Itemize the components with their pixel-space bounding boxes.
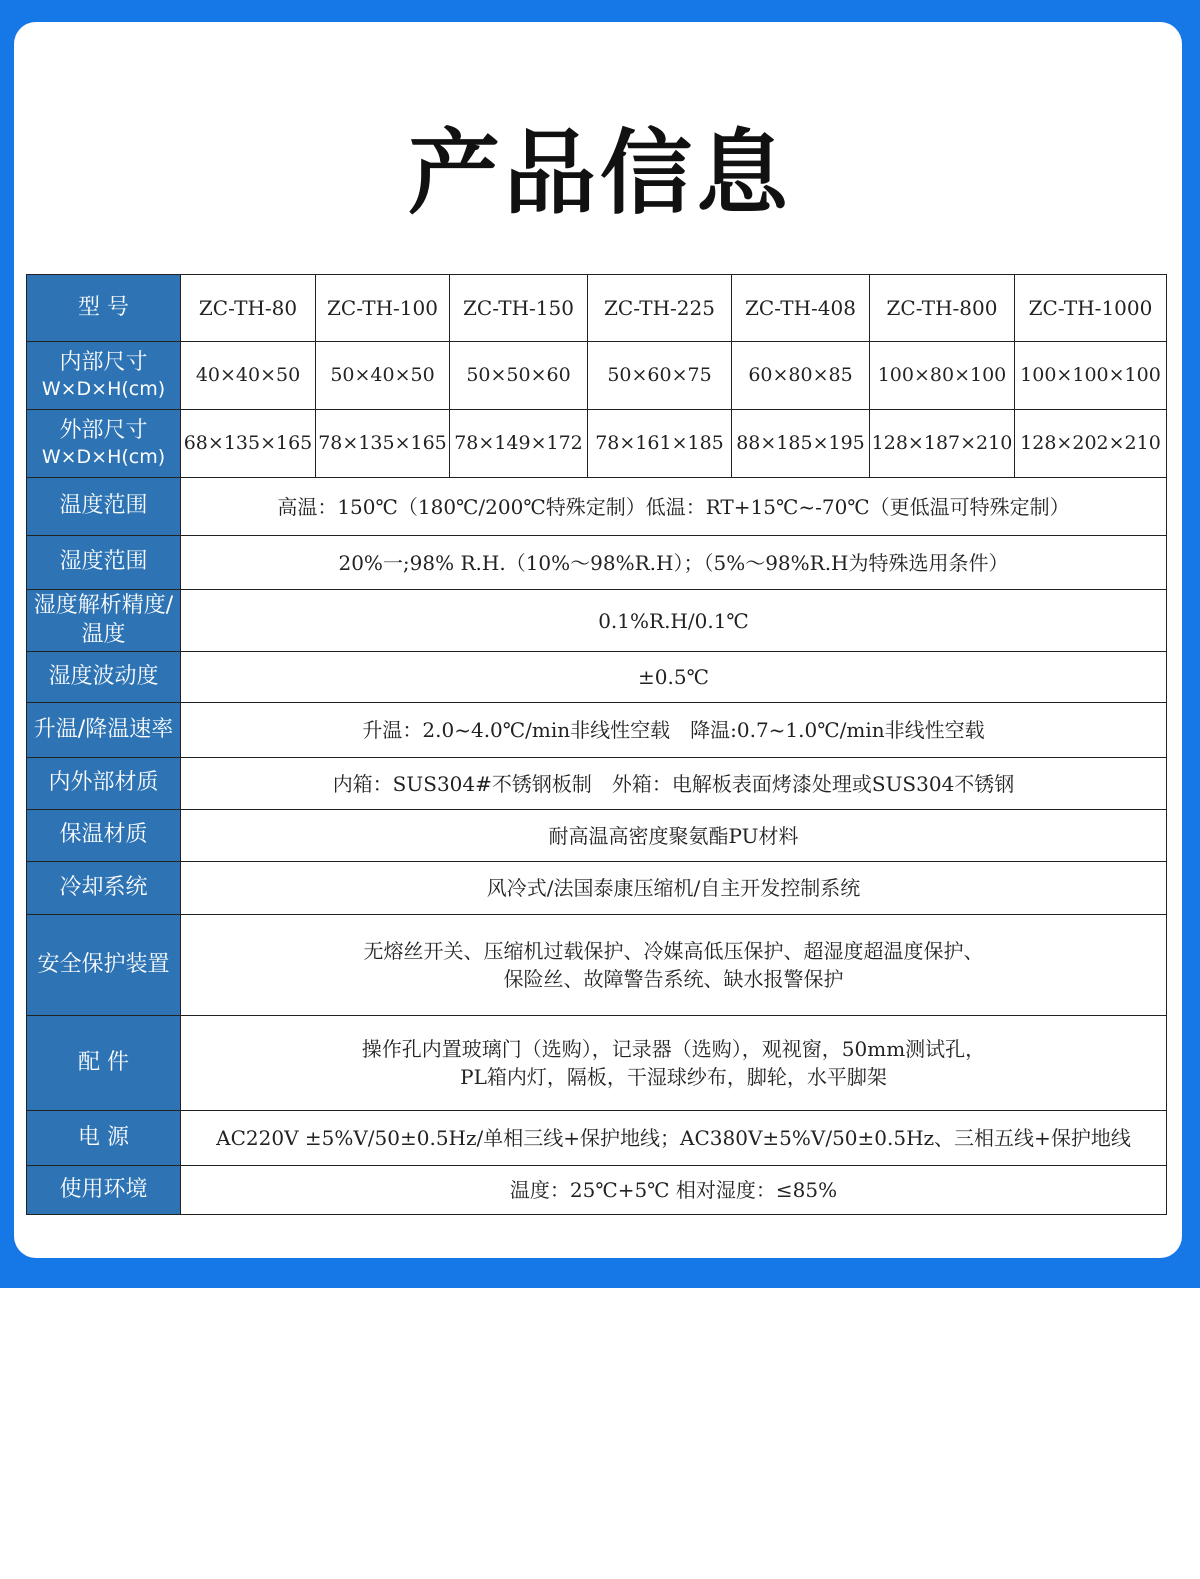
row-value: [181, 1166, 1167, 1215]
table-cell: ZC-TH-225: [588, 275, 732, 342]
table-cell: ZC-TH-1000: [1015, 275, 1167, 342]
table-cell: 128×202×210: [1015, 410, 1167, 478]
table-row: [27, 652, 1167, 703]
row-header: 使用环境: [27, 1166, 181, 1215]
row-header: 冷却系统: [27, 862, 181, 915]
table-cell: ZC-TH-80: [181, 275, 316, 342]
table-cell: 88×185×195: [732, 410, 870, 478]
table-row: [27, 478, 1167, 536]
table-row: [27, 1111, 1167, 1166]
row-value: [181, 590, 1167, 652]
value-line: 保险丝、故障警告系统、缺水报警保护: [503, 967, 844, 991]
table-cell: 78×161×185: [588, 410, 732, 478]
spec-table: [26, 274, 1167, 1215]
row-header: 配 件: [27, 1016, 181, 1111]
row-unit: W×D×H(cm): [41, 378, 166, 401]
row-header: 湿度范围: [27, 536, 181, 590]
row-value: [181, 810, 1167, 862]
page-title: 产品信息: [407, 120, 792, 227]
table-cell: 50×60×75: [588, 342, 732, 410]
table-row: [27, 1016, 1167, 1111]
table-row: [27, 703, 1167, 758]
table-cell: 100×100×100: [1015, 342, 1167, 410]
row-label: 外部尺寸: [59, 417, 148, 443]
table-row: [27, 410, 1167, 478]
table-row: [27, 590, 1167, 652]
row-header: [27, 342, 181, 410]
row-value: [181, 1111, 1167, 1166]
value-line: AC220V ±5%V/50±0.5Hz/单相三线+保护地线；AC380V±5%V/50±0.5Hz、三相五线+保护地线: [216, 1126, 1131, 1150]
table-cell: 68×135×165: [181, 410, 316, 478]
table-row: [27, 758, 1167, 810]
table-cell: 78×149×172: [450, 410, 588, 478]
value-line: 温度：25℃+5℃ 相对湿度：≤85%: [509, 1178, 838, 1202]
value-line: 风冷式/法国泰康压缩机/自主开发控制系统: [486, 876, 861, 900]
row-header: [27, 275, 181, 342]
table-row: [27, 275, 1167, 342]
value-line: 操作孔内置玻璃门（选购），记录器（选购），观视窗，50mm测试孔，: [361, 1037, 986, 1061]
row-value: [181, 862, 1167, 915]
table-cell: 78×135×165: [316, 410, 450, 478]
table-cell: 128×187×210: [870, 410, 1015, 478]
row-header: 升温/降温速率: [27, 703, 181, 758]
row-label: 内部尺寸: [59, 349, 148, 375]
table-row: [27, 536, 1167, 590]
table-cell: ZC-TH-408: [732, 275, 870, 342]
value-line: 内箱：SUS304#不锈钢板制 外箱：电解板表面烤漆处理或SUS304不锈钢: [332, 771, 1015, 796]
table-row: [27, 1166, 1167, 1215]
value-line: 20%一;98% R.H.（10%～98%R.H）；（5%～98%R.H为特殊选用条件）: [338, 550, 1009, 575]
value-line: 无熔丝开关、压缩机过载保护、冷媒高低压保护、超湿度超温度保护、: [363, 939, 984, 963]
table-cell: ZC-TH-150: [450, 275, 588, 342]
row-header: 温度范围: [27, 478, 181, 536]
row-header: 保温材质: [27, 810, 181, 862]
row-value: [181, 536, 1167, 590]
table-cell: ZC-TH-800: [870, 275, 1015, 342]
value-line: 高温：150℃（180℃/200℃特殊定制）低温：RT+15℃~-70℃（更低温可特殊定制）: [277, 494, 1070, 519]
row-unit: W×D×H(cm): [41, 446, 166, 469]
value-line: 升温：2.0~4.0℃/min非线性空载 降温:0.7~1.0℃/min非线性空载: [362, 718, 985, 742]
value-line: 耐高温高密度聚氨酯PU材料: [548, 823, 799, 848]
table-row: [27, 342, 1167, 410]
table-cell: 50×40×50: [316, 342, 450, 410]
table-cell: 40×40×50: [181, 342, 316, 410]
row-label: 型 号: [78, 294, 129, 320]
table-cell: ZC-TH-100: [316, 275, 450, 342]
row-value: [181, 758, 1167, 810]
table-row: [27, 810, 1167, 862]
value-line: PL箱内灯，隔板，干湿球纱布，脚轮，水平脚架: [460, 1065, 887, 1089]
row-header: 安全保护装置: [27, 915, 181, 1016]
row-header: 内外部材质: [27, 758, 181, 810]
row-value: [181, 915, 1167, 1016]
row-header: 湿度波动度: [27, 652, 181, 703]
row-value: [181, 703, 1167, 758]
row-header: [27, 410, 181, 478]
row-value: [181, 1016, 1167, 1111]
value-line: ±0.5℃: [638, 665, 709, 689]
table-row: [27, 862, 1167, 915]
value-line: 0.1%R.H/0.1℃: [598, 608, 749, 633]
row-value: [181, 478, 1167, 536]
table-cell: 50×50×60: [450, 342, 588, 410]
row-header: 电 源: [27, 1111, 181, 1166]
row-header: 湿度解析精度/温度: [27, 590, 181, 652]
row-value: [181, 652, 1167, 703]
table-cell: 60×80×85: [732, 342, 870, 410]
table-row: [27, 915, 1167, 1016]
table-cell: 100×80×100: [870, 342, 1015, 410]
